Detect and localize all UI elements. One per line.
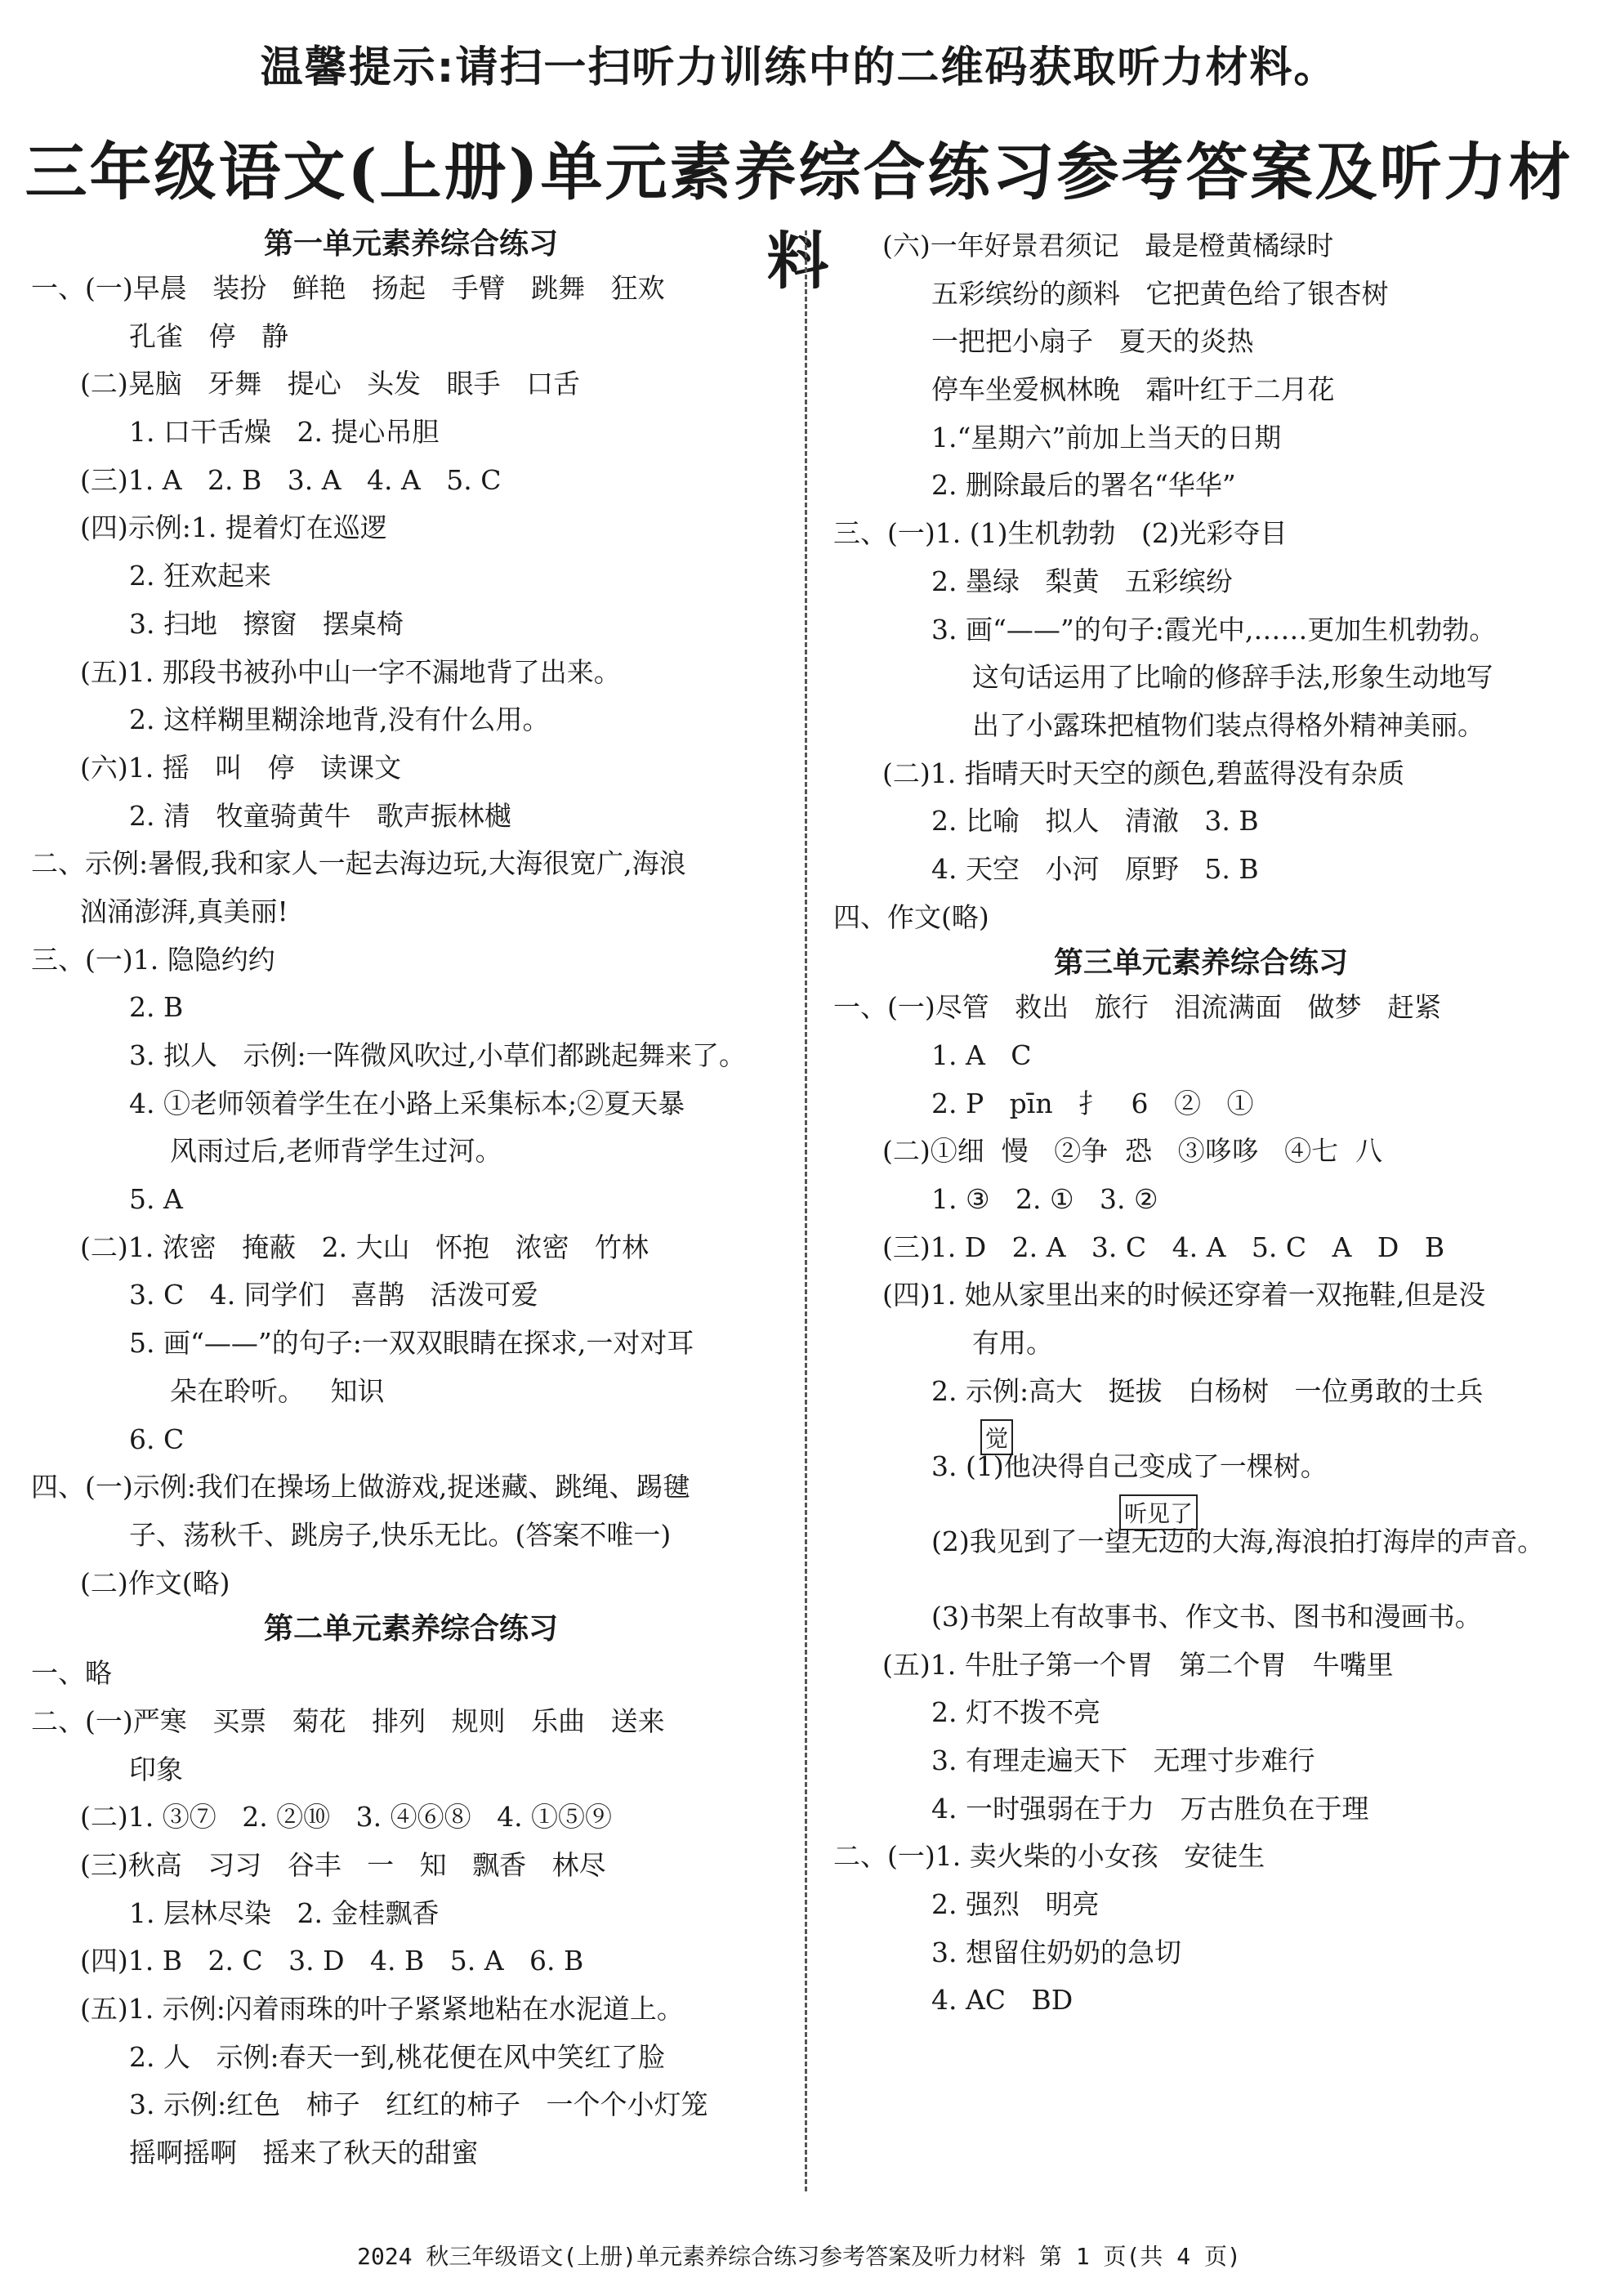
answer-line: 2. 墨绿 梨黄 五彩缤纷 bbox=[931, 565, 1233, 597]
answer-line: 有用。 bbox=[972, 1327, 1053, 1360]
annotated-answer bbox=[833, 1566, 1569, 1642]
document-title: 三年级语文(上册)单元素养综合练习参考答案及听力材料 bbox=[25, 136, 1573, 297]
answer-line: 2. 示例:高大 挺拔 白杨树 一位勇敢的士兵 bbox=[931, 1374, 1484, 1407]
answer-line: 3. 画“——”的句子:霞光中,……更加生机勃勃。 bbox=[931, 613, 1497, 645]
answer-line: 1.“星期六”前加上当天的日期 bbox=[931, 421, 1282, 453]
answer-line: 四、(一)示例:我们在操场上做游戏,捉迷藏、跳绳、踢毽 bbox=[31, 1471, 690, 1503]
answer-line: 二、(一)1. 卖火柴的小女孩 安徒生 bbox=[833, 1840, 1265, 1873]
answer-line: 1. ③ 2. ① 3. ② bbox=[931, 1183, 1158, 1216]
section-title: 第二单元素养综合练习 bbox=[263, 1611, 558, 1646]
page-footer: 2024 秋三年级语文(上册)单元素养综合练习参考答案及听力材料 第 1 页(共 4 页) bbox=[357, 2243, 1241, 2270]
right-answer-column bbox=[833, 222, 1569, 2025]
answer-line: (三)秋高 习习 谷丰 一 知 飘香 林尽 bbox=[80, 1849, 606, 1881]
annotated-answer bbox=[833, 1416, 1569, 1491]
answer-line: (四)示例:1. 提着灯在巡逻 bbox=[80, 511, 387, 544]
answer-line: 停车坐爱枫林晚 霜叶红于二月花 bbox=[931, 373, 1335, 406]
answer-line: 1. 层林尽染 2. 金桂飘香 bbox=[129, 1896, 440, 1929]
answer-line: 2. P pīn 扌 6 ② ① bbox=[931, 1087, 1254, 1119]
answer-line: 4. 一时强弱在于力 万古胜负在于理 bbox=[931, 1792, 1369, 1825]
answer-line: (四)1. B 2. C 3. D 4. B 5. A 6. B bbox=[80, 1945, 584, 1977]
answer-line: (3)书架上有故事书、作文书、图书和漫画书。 bbox=[931, 1600, 1482, 1633]
answer-line: (六)1. 摇 叫 停 读课文 bbox=[80, 751, 402, 784]
answer-line: 这句话运用了比喻的修辞手法,形象生动地写 bbox=[972, 661, 1493, 694]
answer-line: 4. AC BD bbox=[931, 1984, 1074, 2017]
answer-line: (二)①细 慢 ②争 恐 ③哆哆 ④七 八 bbox=[882, 1135, 1383, 1168]
answer-line: 2. B bbox=[129, 991, 184, 1024]
answer-line: 3. 示例:红色 柿子 红红的柿子 一个个小灯笼 bbox=[129, 2088, 708, 2121]
answer-line: 汹涌澎湃,真美丽! bbox=[80, 895, 288, 927]
left-answer-column bbox=[31, 222, 791, 2178]
answer-line: 一、(一)尽管 救出 旅行 泪流满面 做梦 赶紧 bbox=[833, 991, 1442, 1024]
answer-line: 2. 比喻 拟人 清澈 3. B bbox=[931, 805, 1259, 838]
answer-line: 一、略 bbox=[31, 1657, 112, 1690]
answer-line: 2. 狂欢起来 bbox=[129, 560, 271, 592]
answer-line: 2. 人 示例:春天一到,桃花便在风中笑红了脸 bbox=[129, 2040, 666, 2073]
answer-line: (四)1. 她从家里出来的时候还穿着一双拖鞋,但是没 bbox=[882, 1279, 1486, 1311]
answer-line: 3. (1)他决得自己变成了一棵树。 bbox=[931, 1450, 1328, 1482]
answer-line: 摇啊摇啊 摇来了秋天的甜蜜 bbox=[129, 2137, 479, 2169]
answer-line: 出了小露珠把植物们装点得格外精神美丽。 bbox=[972, 708, 1484, 741]
answer-line: (二)1. 指晴天时天空的颜色,碧蓝得没有杂质 bbox=[882, 757, 1405, 789]
answer-line: 3. 拟人 示例:一阵微风吹过,小草们都跳起舞来了。 bbox=[129, 1039, 747, 1071]
answer-line: (2)我见到了一望无边的大海,海浪拍打海岸的声音。 bbox=[931, 1525, 1545, 1557]
answer-line: 4. 天空 小河 原野 5. B bbox=[931, 852, 1259, 885]
answer-line: 三、(一)1. 隐隐约约 bbox=[31, 943, 275, 976]
answer-line: 2. 这样糊里糊涂地背,没有什么用。 bbox=[129, 704, 550, 736]
section-title: 第一单元素养综合练习 bbox=[263, 226, 558, 261]
answer-line: (二)晃脑 牙舞 提心 头发 眼手 口舌 bbox=[80, 368, 581, 400]
answer-line: 3. 扫地 擦窗 摆桌椅 bbox=[129, 607, 404, 640]
correction-note: 听见了 bbox=[1119, 1494, 1198, 1530]
answer-line: 3. 有理走遍天下 无理寸步难行 bbox=[931, 1744, 1315, 1776]
answer-line: 风雨过后,老师背学生过河。 bbox=[170, 1135, 502, 1168]
answer-line: 子、荡秋千、跳房子,快乐无比。(答案不唯一) bbox=[129, 1518, 672, 1551]
answer-line: 二、(一)严寒 买票 菊花 排列 规则 乐曲 送来 bbox=[31, 1704, 665, 1737]
answer-line: (二)1. ③⑦ 2. ②⑩ 3. ④⑥⑧ 4. ①⑤⑨ bbox=[80, 1801, 613, 1834]
answer-line: 印象 bbox=[129, 1753, 183, 1785]
answer-line: 2. 强烈 明亮 bbox=[931, 1887, 1100, 1920]
answer-line: 孔雀 停 静 bbox=[129, 319, 288, 352]
answer-line: 四、作文(略) bbox=[833, 900, 989, 933]
answer-line: (三)1. D 2. A 3. C 4. A 5. C A D B bbox=[882, 1231, 1445, 1263]
answer-line: (五)1. 牛肚子第一个胃 第二个胃 牛嘴里 bbox=[882, 1648, 1394, 1681]
answer-line: 1. 口干舌燥 2. 提心吊胆 bbox=[129, 416, 440, 449]
answer-line: (五)1. 那段书被孙中山一字不漏地背了出来。 bbox=[80, 655, 621, 688]
answer-line: 5. 画“——”的句子:一双双眼睛在探求,一对对耳 bbox=[129, 1327, 694, 1360]
answer-line: 2. 删除最后的署名“华华” bbox=[931, 469, 1236, 502]
answer-line: (三)1. A 2. B 3. A 4. A 5. C bbox=[80, 463, 502, 496]
answer-line: 朵在聆听。 知识 bbox=[170, 1374, 385, 1407]
answer-line: 2. 清 牧童骑黄牛 歌声振林樾 bbox=[129, 799, 511, 832]
correction-note: 觉 bbox=[980, 1419, 1013, 1455]
section-title: 第三单元素养综合练习 bbox=[1053, 945, 1348, 980]
answer-line: 五彩缤纷的颜料 它把黄色给了银杏树 bbox=[931, 277, 1389, 310]
column-divider bbox=[805, 230, 807, 2191]
answer-line: 5. A bbox=[129, 1183, 183, 1216]
answer-line: 3. 想留住奶奶的急切 bbox=[931, 1936, 1181, 1968]
answer-line: 1. A C bbox=[931, 1039, 1032, 1071]
answer-line: 一、(一)早晨 装扮 鲜艳 扬起 手臂 跳舞 狂欢 bbox=[31, 272, 665, 304]
answer-line: 三、(一)1. (1)生机勃勃 (2)光彩夺目 bbox=[833, 517, 1288, 550]
answer-line: 二、示例:暑假,我和家人一起去海边玩,大海很宽广,海浪 bbox=[31, 847, 686, 880]
answer-line: 一把把小扇子 夏天的炎热 bbox=[931, 325, 1254, 358]
answer-line: (六)一年好景君须记 最是橙黄橘绿时 bbox=[882, 230, 1334, 261]
answer-line: (五)1. 示例:闪着雨珠的叶子紧紧地粘在水泥道上。 bbox=[80, 1993, 684, 2026]
answer-line: 2. 灯不拨不亮 bbox=[931, 1696, 1100, 1729]
answer-line: (二)作文(略) bbox=[80, 1566, 230, 1599]
reminder-tip: 温馨提示:请扫一扫听力训练中的二维码获取听力材料。 bbox=[260, 43, 1338, 92]
annotated-answer bbox=[833, 1491, 1569, 1566]
answer-line: (二)1. 浓密 掩蔽 2. 大山 怀抱 浓密 竹林 bbox=[80, 1231, 649, 1263]
answer-line: 3. C 4. 同学们 喜鹊 活泼可爱 bbox=[129, 1279, 538, 1311]
answer-line: 6. C bbox=[129, 1423, 185, 1455]
answer-line: 4. ①老师领着学生在小路上采集标本;②夏天暴 bbox=[129, 1087, 685, 1119]
